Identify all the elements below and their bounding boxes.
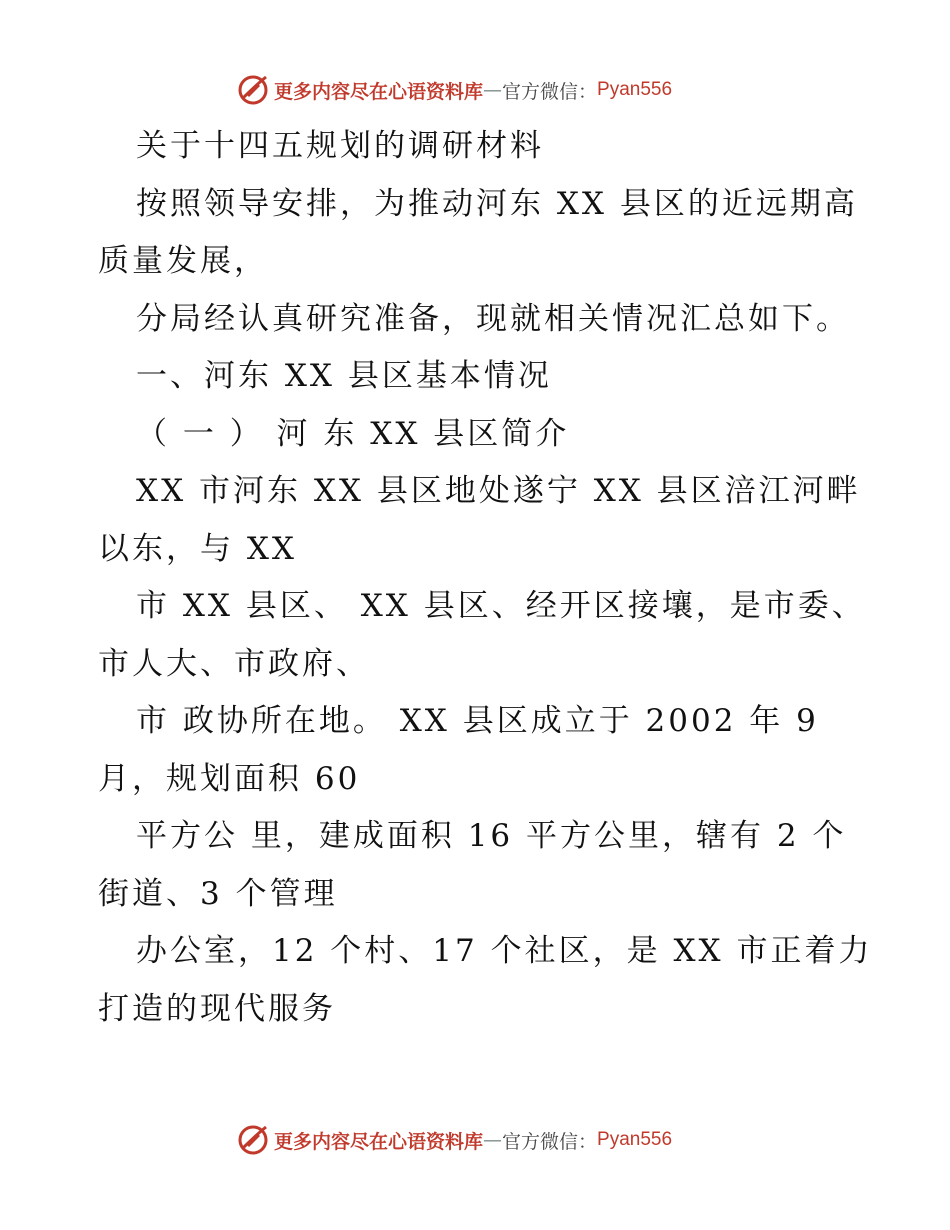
document-body — [98, 118, 873, 1038]
paragraph-line: 以东，与 XX — [98, 530, 297, 567]
watermark-wechat-id: Pyan556 — [597, 79, 673, 100]
watermark-separator: — — [483, 79, 503, 101]
watermark-official-label: 官方微信： — [502, 1130, 598, 1153]
watermark-official-label: 官方微信： — [502, 80, 598, 103]
watermark-main-text: 更多内容尽在心语资料库 — [274, 1130, 484, 1153]
paragraph-line: 市 政协所在地。 XX 县区成立于 2002 年 9 — [136, 703, 819, 739]
paragraph-line: 平方公 里，建成面积 16 平方公里，辖有 2 个 — [136, 818, 847, 854]
watermark-separator: — — [483, 1129, 503, 1151]
pen-logo-icon — [236, 73, 270, 107]
subsection-heading: （ 一 ） 河 东 XX 县区简介 — [136, 415, 570, 452]
header-watermark — [236, 72, 756, 108]
watermark-main-text: 更多内容尽在心语资料库 — [274, 80, 484, 103]
section-heading: 一、河东 XX 县区基本情况 — [136, 358, 552, 394]
paragraph-line: 分局经认真研究准备，现就相关情况汇总如下。 — [136, 300, 850, 337]
paragraph-line: 月，规划面积 60 — [98, 760, 361, 797]
paragraph-line: 街道、3 个管理 — [98, 875, 338, 912]
paragraph-line: 打造的现代服务 — [98, 990, 336, 1027]
paragraph-line: XX 市河东 XX 县区地处遂宁 XX 县区涪江河畔 — [136, 473, 861, 509]
paragraph-line: 市人大、市政府、 — [98, 645, 370, 682]
paragraph-line: 质量发展， — [98, 243, 268, 279]
document-title: 关于十四五规划的调研材料 — [136, 128, 544, 164]
watermark-wechat-id: Pyan556 — [597, 1129, 673, 1150]
paragraph-line: 市 XX 县区、 XX 县区、经开区接壤，是市委、 — [136, 588, 866, 624]
paragraph-line: 办公室，12 个村、17 个社区，是 XX 市正着力 — [136, 933, 873, 969]
footer-watermark — [236, 1122, 756, 1158]
paragraph-line: 按照领导安排，为推动河东 XX 县区的近远期高 — [136, 185, 858, 222]
pen-logo-icon — [236, 1123, 270, 1157]
